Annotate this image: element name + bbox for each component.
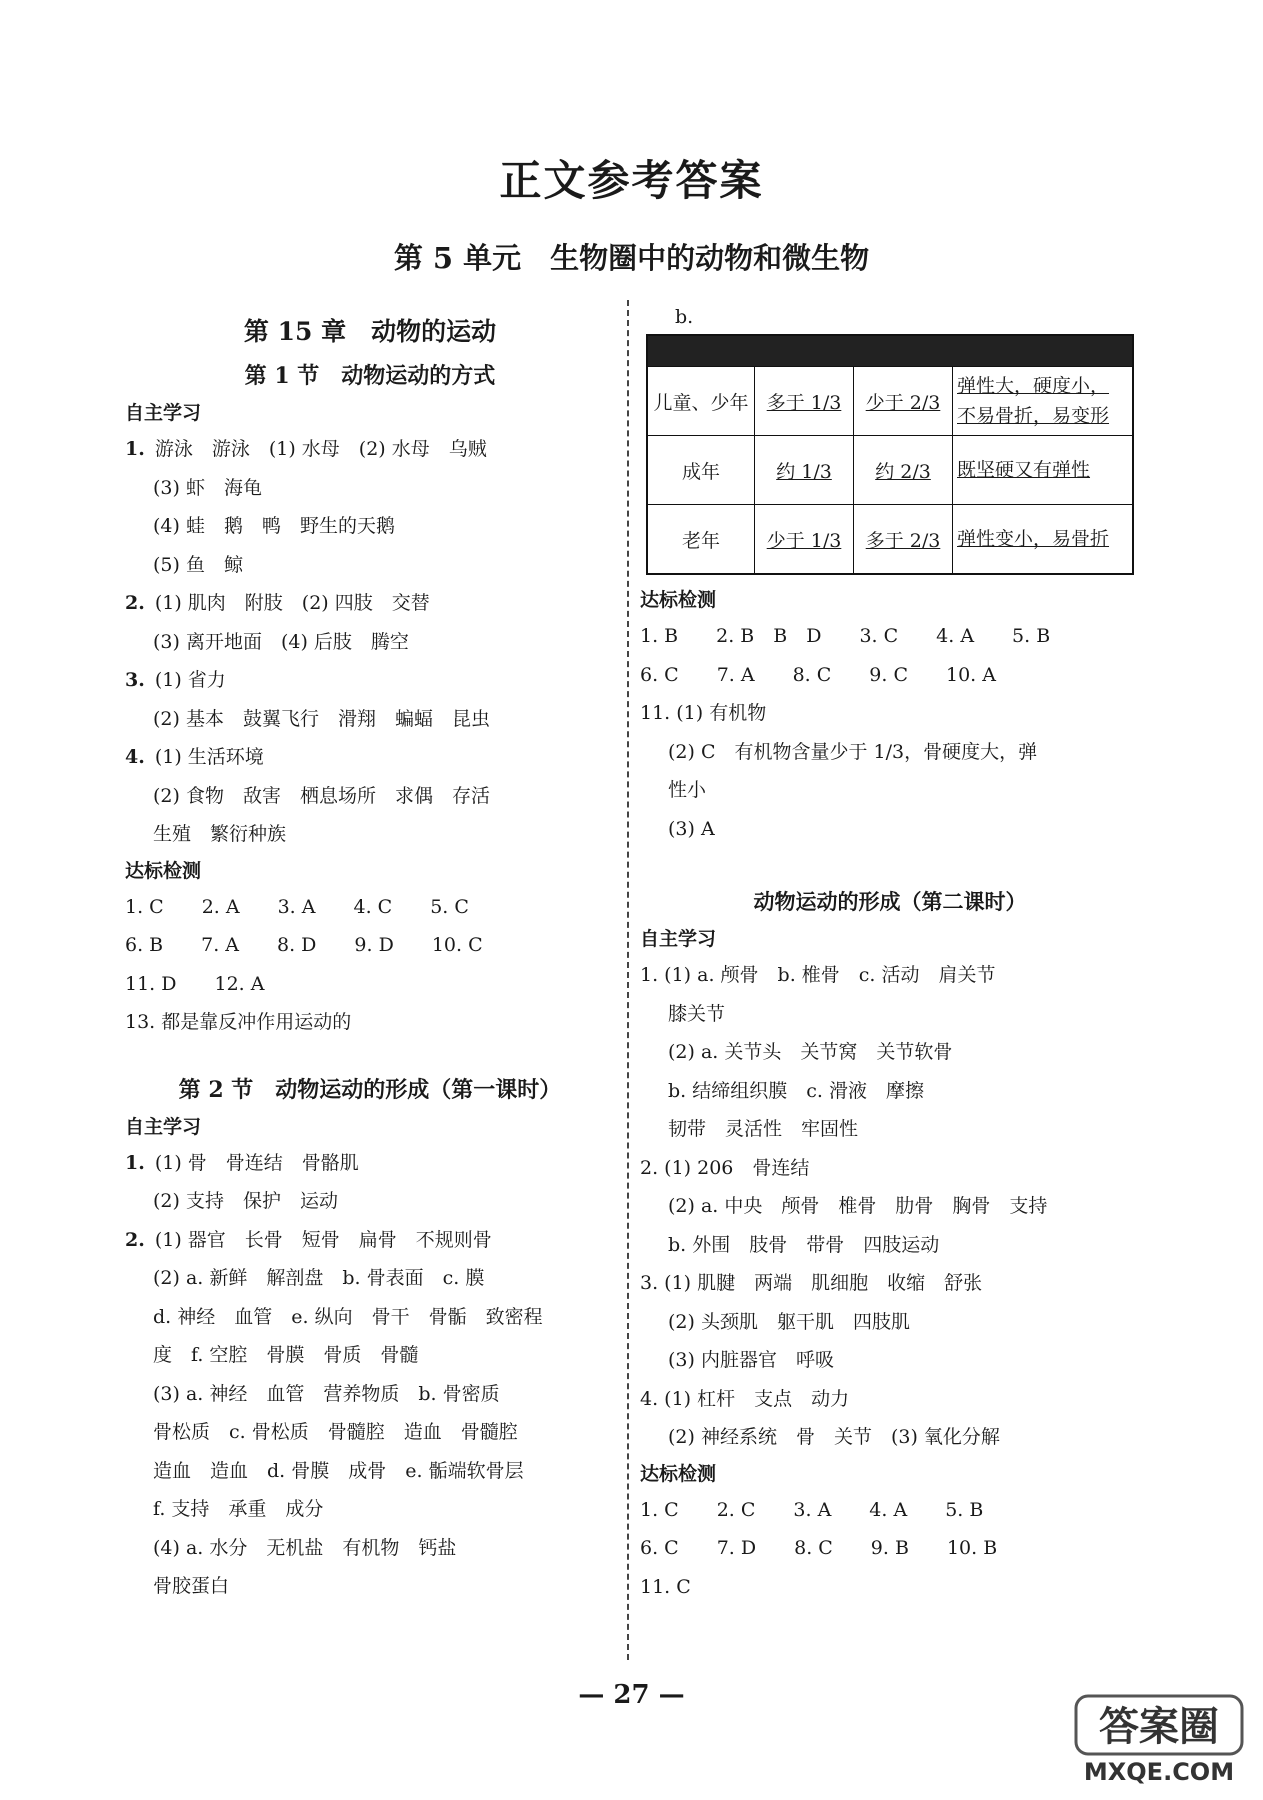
answer-line: [125, 738, 615, 777]
test-answers: [640, 1491, 1140, 1607]
self-study-heading: 自主学习: [125, 402, 202, 424]
answer-line: (4) a. 水分 无机盐 有机物 钙盐: [153, 1536, 457, 1559]
organic-matter-cell-text: 约 1/3: [776, 460, 832, 483]
section-1-title: 第 1 节 动物运动的方式: [244, 363, 496, 389]
answer-line: [125, 661, 615, 700]
question-number: 1.: [125, 438, 145, 460]
page-number: — 27 —: [578, 1680, 685, 1710]
self-study-heading: 自主学习: [125, 1115, 202, 1138]
answer-line: 2. (1) 206 骨连结: [640, 1156, 810, 1179]
section-3-title: 动物运动的形成（第二课时）: [753, 889, 1027, 914]
answer-line: (2) a. 新鲜 解剖盘 b. 骨表面 c. 膜: [153, 1267, 485, 1289]
answer-line: d. 神经 血管 e. 纵向 骨干 骨骺 致密程: [153, 1305, 543, 1328]
watermark-logo: [1072, 1690, 1247, 1790]
answer-line: 11. (1) 有机物: [640, 702, 767, 724]
bone-property-text: 既坚硬又有弹性: [957, 459, 1091, 481]
question-number: 1.: [125, 1151, 145, 1174]
answer-line: [125, 430, 615, 469]
answer-text: (1) 器官 长骨 短骨 扁骨 不规则骨: [154, 1228, 492, 1251]
answer-line: 骨胶蛋白: [153, 1575, 230, 1597]
answer-line: 造血 造血 d. 骨膜 成骨 e. 骺端软骨层: [153, 1459, 524, 1482]
right-column: [640, 300, 1140, 1606]
test-answers: [640, 617, 1140, 848]
answer-line: (4) 蛙 鹅 鸭 野生的天鹅: [153, 515, 395, 537]
answer-line: 3. (1) 肌腱 两端 肌细胞 收缩 舒张: [640, 1272, 983, 1294]
answer-line: 性小: [668, 779, 707, 801]
bone-property-cell: [953, 505, 1134, 575]
age-cell-text: 老年: [681, 529, 720, 552]
age-cell: [647, 436, 755, 505]
watermark-text: 答案圈: [1099, 1704, 1219, 1750]
page-title: 正文参考答案: [499, 156, 764, 205]
age-cell-text: 儿童、少年: [653, 391, 749, 414]
answer-line: (2) 支持 保护 运动: [153, 1190, 338, 1212]
answer-line: (3) 离开地面 (4) 后肢 腾空: [153, 630, 409, 653]
question-number: 3.: [125, 669, 145, 691]
self-study-heading: 自主学习: [640, 928, 717, 950]
answer-line: (2) a. 关节头 关节窝 关节软骨: [668, 1041, 953, 1063]
question-number: 4.: [125, 746, 145, 768]
answer-line: 6. C 7. A 8. C 9. C 10. A: [640, 663, 996, 686]
organic-matter-cell: [755, 436, 854, 505]
answer-line: (2) 基本 鼓翼飞行 滑翔 蝙蝠 昆虫: [153, 707, 490, 730]
chapter-title: 第 15 章 动物的运动: [243, 317, 497, 346]
answer-line: (5) 鱼 鲸: [153, 553, 243, 576]
test-answers: [125, 888, 615, 1042]
answer-line: [125, 1144, 615, 1183]
self-study-answers: [640, 956, 1140, 1457]
age-cell: [647, 367, 755, 436]
answer-text: (1) 肌肉 附肢 (2) 四肢 交替: [154, 592, 430, 614]
inorganic-matter-cell-text: 约 2/3: [875, 460, 931, 483]
test-heading: 达标检测: [125, 859, 202, 882]
answer-line: 1. C 2. A 3. A 4. C 5. C: [125, 895, 469, 918]
bone-property-cell: [953, 436, 1134, 505]
answer-line: 生殖 繁衍种族: [153, 823, 287, 845]
question-number: 2.: [125, 592, 145, 614]
answer-line: 6. C 7. D 8. C 9. B 10. B: [640, 1537, 998, 1559]
watermark-url: MXQE.COM: [1083, 1758, 1235, 1786]
answer-line: 度 f. 空腔 骨膜 骨质 骨髓: [153, 1344, 419, 1366]
answer-line: (3) 虾 海龟: [153, 476, 262, 499]
answer-line: 韧带 灵活性 牢固性: [668, 1118, 859, 1140]
table-row: [647, 505, 1133, 575]
answer-line: 1. C 2. C 3. A 4. A 5. B: [640, 1498, 984, 1521]
answer-line: 4. (1) 杠杆 支点 动力: [640, 1387, 850, 1410]
answer-line: (2) 神经系统 骨 关节 (3) 氧化分解: [668, 1426, 1000, 1448]
answer-line: 6. B 7. A 8. D 9. D 10. C: [125, 934, 483, 956]
test-heading: 达标检测: [640, 589, 717, 611]
self-study-answers: [125, 1144, 615, 1606]
table-row: [647, 436, 1133, 505]
answer-text: (1) 骨 骨连结 骨骼肌: [154, 1151, 359, 1174]
answer-line: b. 结缔组织膜 c. 滑液 摩擦: [668, 1079, 924, 1102]
answer-line: b. 外围 肢骨 带骨 四肢运动: [668, 1233, 940, 1256]
answer-line: (3) A: [668, 817, 715, 840]
inorganic-matter-cell: [854, 367, 953, 436]
answer-text: (1) 省力: [154, 669, 226, 691]
section-2-title: 第 2 节 动物运动的形成（第一课时）: [178, 1076, 562, 1103]
bone-property-cell: [953, 367, 1134, 436]
age-cell: [647, 505, 755, 575]
bone-property-text: 不易骨折，易变形: [957, 405, 1110, 427]
bone-property-text: 弹性大，硬度小，: [957, 375, 1110, 397]
test-heading: 达标检测: [640, 1462, 717, 1485]
age-cell-text: 成年: [681, 460, 720, 483]
answer-text: 游泳 游泳 (1) 水母 (2) 水母 乌贼: [154, 438, 487, 460]
self-study-answers: [125, 430, 615, 854]
answer-line: (2) a. 中央 颅骨 椎骨 肋骨 胸骨 支持: [668, 1195, 1048, 1217]
answer-line: 13. 都是靠反冲作用运动的: [125, 1011, 352, 1033]
inorganic-matter-cell: [854, 505, 953, 575]
column-divider: [627, 300, 629, 1660]
answer-line: (3) a. 神经 血管 营养物质 b. 骨密质: [153, 1382, 500, 1405]
answer-line: 膝关节: [668, 1002, 726, 1025]
inorganic-matter-cell: [854, 436, 953, 505]
bone-composition-table: [646, 334, 1134, 575]
answer-text: (1) 生活环境: [154, 746, 264, 768]
inorganic-matter-cell-text: 多于 2/3: [865, 529, 941, 552]
table-header-bar: [647, 335, 1133, 367]
answer-line: (2) C 有机物含量少于 1/3，骨硬度大，弹: [668, 740, 1038, 763]
b-label: b.: [675, 306, 694, 328]
bone-property-text: 弹性变小，易骨折: [957, 528, 1110, 550]
unit-title: 第 5 单元 生物圈中的动物和微生物: [393, 241, 870, 275]
answer-line: [125, 584, 615, 623]
answer-line: (2) 食物 敌害 栖息场所 求偶 存活: [153, 784, 490, 807]
answer-line: 骨松质 c. 骨松质 骨髓腔 造血 骨髓腔: [153, 1421, 518, 1443]
organic-matter-cell: [755, 505, 854, 575]
organic-matter-cell-text: 多于 1/3: [766, 391, 842, 414]
answer-line: 1. (1) a. 颅骨 b. 椎骨 c. 活动 肩关节: [640, 964, 996, 986]
answer-line: (3) 内脏器官 呼吸: [668, 1349, 834, 1371]
organic-matter-cell: [755, 367, 854, 436]
answer-line: 11. D 12. A: [125, 972, 265, 995]
organic-matter-cell-text: 少于 1/3: [766, 529, 842, 552]
left-column: [125, 308, 615, 1606]
question-number: 2.: [125, 1228, 145, 1251]
answer-line: [125, 1221, 615, 1260]
answer-line: 1. B 2. B B D 3. C 4. A 5. B: [640, 625, 1051, 647]
answer-line: f. 支持 承重 成分: [153, 1498, 324, 1520]
answer-line: 11. C: [640, 1575, 691, 1598]
inorganic-matter-cell-text: 少于 2/3: [865, 391, 941, 414]
table-row: [647, 367, 1133, 436]
answer-line: (2) 头颈肌 躯干肌 四肢肌: [668, 1310, 910, 1333]
